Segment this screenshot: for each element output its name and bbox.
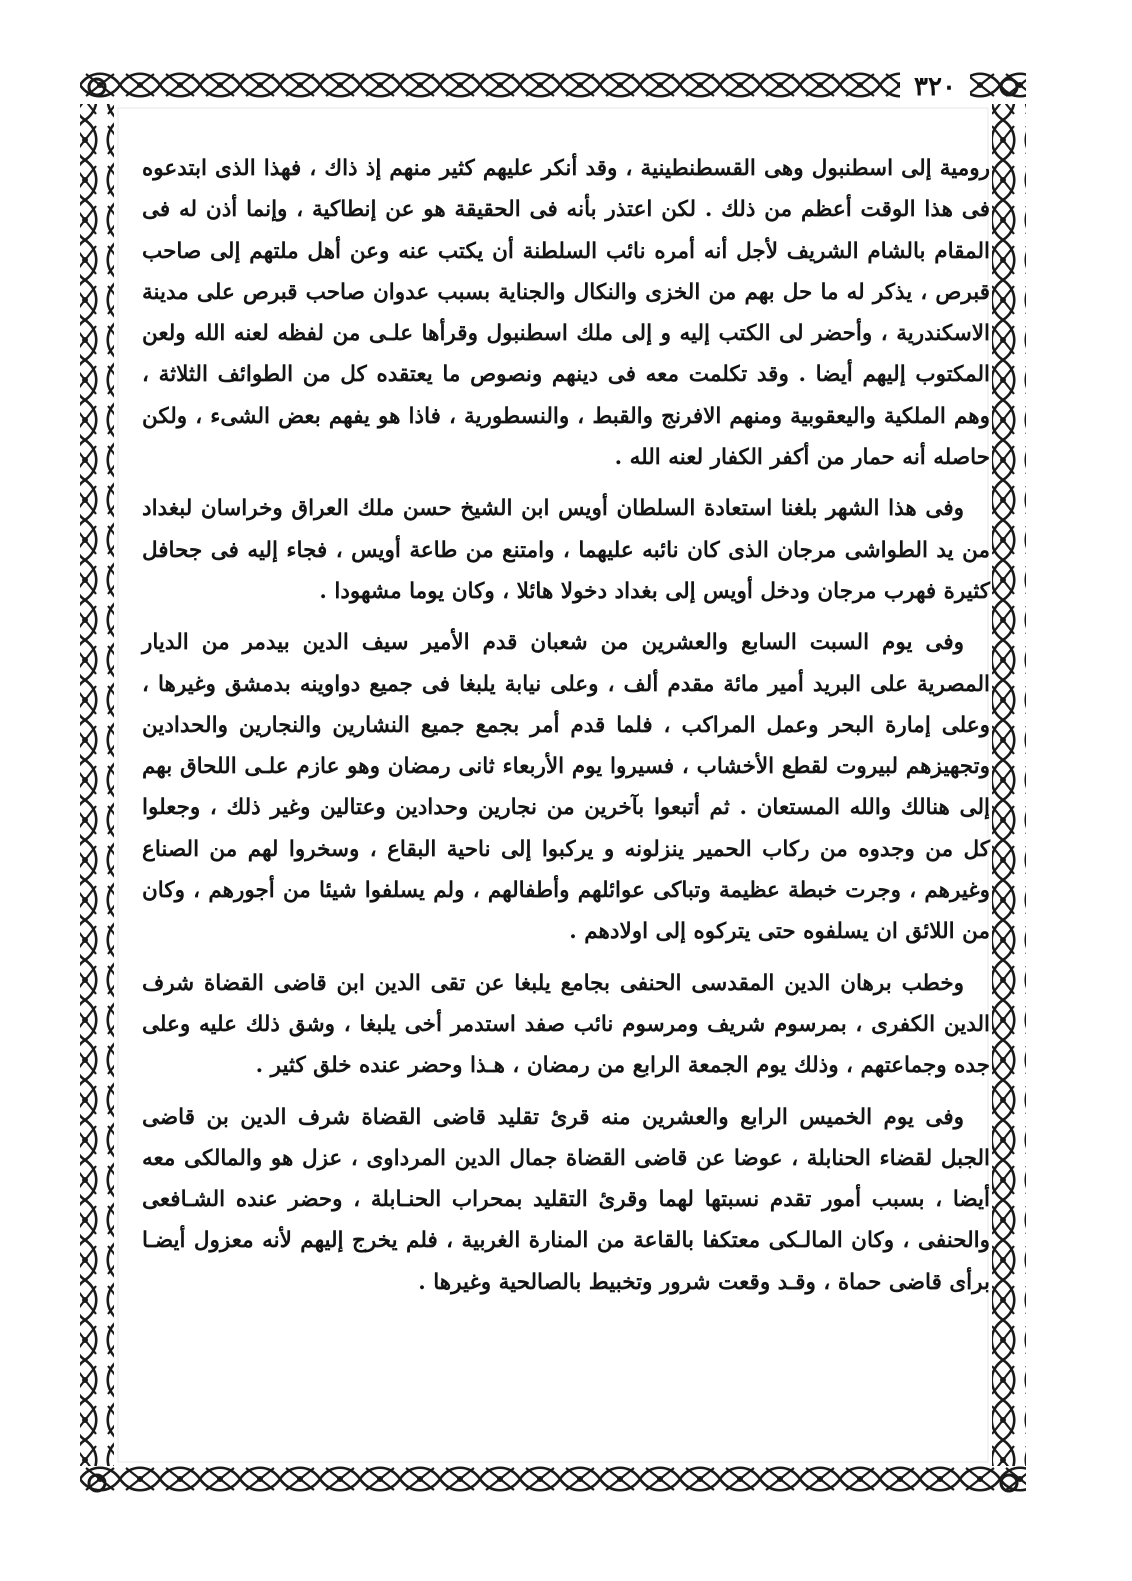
paragraph: رومية إلى اسطنبول وهى القسطنطينية ، وقد أنكر عليهم كثير منهم إذ ذاك ، فهذا الذى ابتدعوه فى هذا الوقت أعظم من ذلك . لكن اعتذر بأنه فى الحقيقة هو عن إنطاكية ، وإنما أذن له فى المقام بالشام الشريف لأجل أنه أمره نائب السلطنة أن يكتب عنه وعن أهل ملتهم إلى صاحب قبرص ، يذكر له ما حل بهم من الخزى والنكال والجناية بسبب عدوان صاحب قبرص على مدينة الاسكندرية ، وأحضر لى الكتب إليه و إلى ملك اسطنبول وقرأها علـى من لفظه لعنه الله ولعن المكتوب إليهم أيضا . وقد تكلمت معه فى دينهم ونصوص ما يعتقده كل من الطوائف الثلاثة ، وهم الملكية واليعقوبية ومنهم الافرنج والقبط ، والنسطورية ، فاذا هو يفهم بعض الشىء ، ولكن حاصله أنه حمار من أكفر الكفار لعنه الله . [142,156,990,471]
paragraph: وخطب برهان الدين المقدسى الحنفى بجامع يلبغا عن تقى الدين ابن قاضى القضاة شرف الدين الكفرى ، بمرسوم شريف ومرسوم نائب صفد استدمر أخى يلبغا ، وشق ذلك عليه وعلى جده وجماعتهم ، وذلك يوم الجمعة الرابع من رمضان ، هـذا وحضر عنده خلق كثير . [142,970,990,1079]
paragraph: وفى يوم الخميس الرابع والعشرين منه قرئ تقليد قاضى القضاة شرف الدين بن قاضى الجبل لقضاء الحنابلة ، عوضا عن قاضى القضاة جمال الدين المرداوى ، عزل هو والمالكى معه أيضا ، بسبب أمور تقدم نسبتها لهما وقرئ التقليد بمحراب الحنـابلة ، وحضر عنده الشـافعى والحنفى ، وكان المالـكى معتكفا بالقاعة من المنارة الغربية ، فلم يخرج إليهم لأنه معزول أيضـا برأى قاضى حماة ، وقـد وقعت شرور وتخبيط بالصالحية وغيرها . [142,1104,990,1295]
paragraph: وفى هذا الشهر بلغنا استعادة السلطان أويس ابن الشيخ حسن ملك العراق وخراسان لبغداد من يد الطواشى مرجان الذى كان نائبه عليهما ، وامتنع من طاعة أويس ، فجاء إليه فى جحافل كثيرة فهرب مرجان ودخل أويس إلى بغداد دخولا هائلا ، وكان يوما مشهودا . [142,496,990,604]
body-text [142,148,990,1448]
page-number: ٣٢٠ [900,70,970,104]
paragraph: وفى يوم السبت السابع والعشرين من شعبان قدم الأمير سيف الدين بيدمر من الديار المصرية على البريد أمير مائة مقدم ألف ، وعلى نيابة يلبغا فى جميع دواوينه بدمشق وغيرها ، وعلى إمارة البحر وعمل المراكب ، فلما قدم أمر بجمع جميع النشارين والنجارين والحدادين وتجهيزهم لبيروت لقطع الأخشاب ، فسيروا يوم الأربعاء ثانى رمضان وهو عازم علـى اللحاق بهم إلى هنالك والله المستعان . ثم أتبعوا بآخرين من نجارين وحدادين وعتالين وغير ذلك ، وجعلوا كل من وجدوه من ركاب الحمير ينزلونه و يركبوا إلى ناحية البقاع ، وسخروا لهم من الصناع وغيرهم ، وجرت خبطة عظيمة وتباكى عوائلهم وأطفالهم ، ولم يسلفوا شيئا من أجورهم ، وكان من اللائق ان يسلفوه حتى يتركوه إلى اولادهم . [142,630,990,945]
